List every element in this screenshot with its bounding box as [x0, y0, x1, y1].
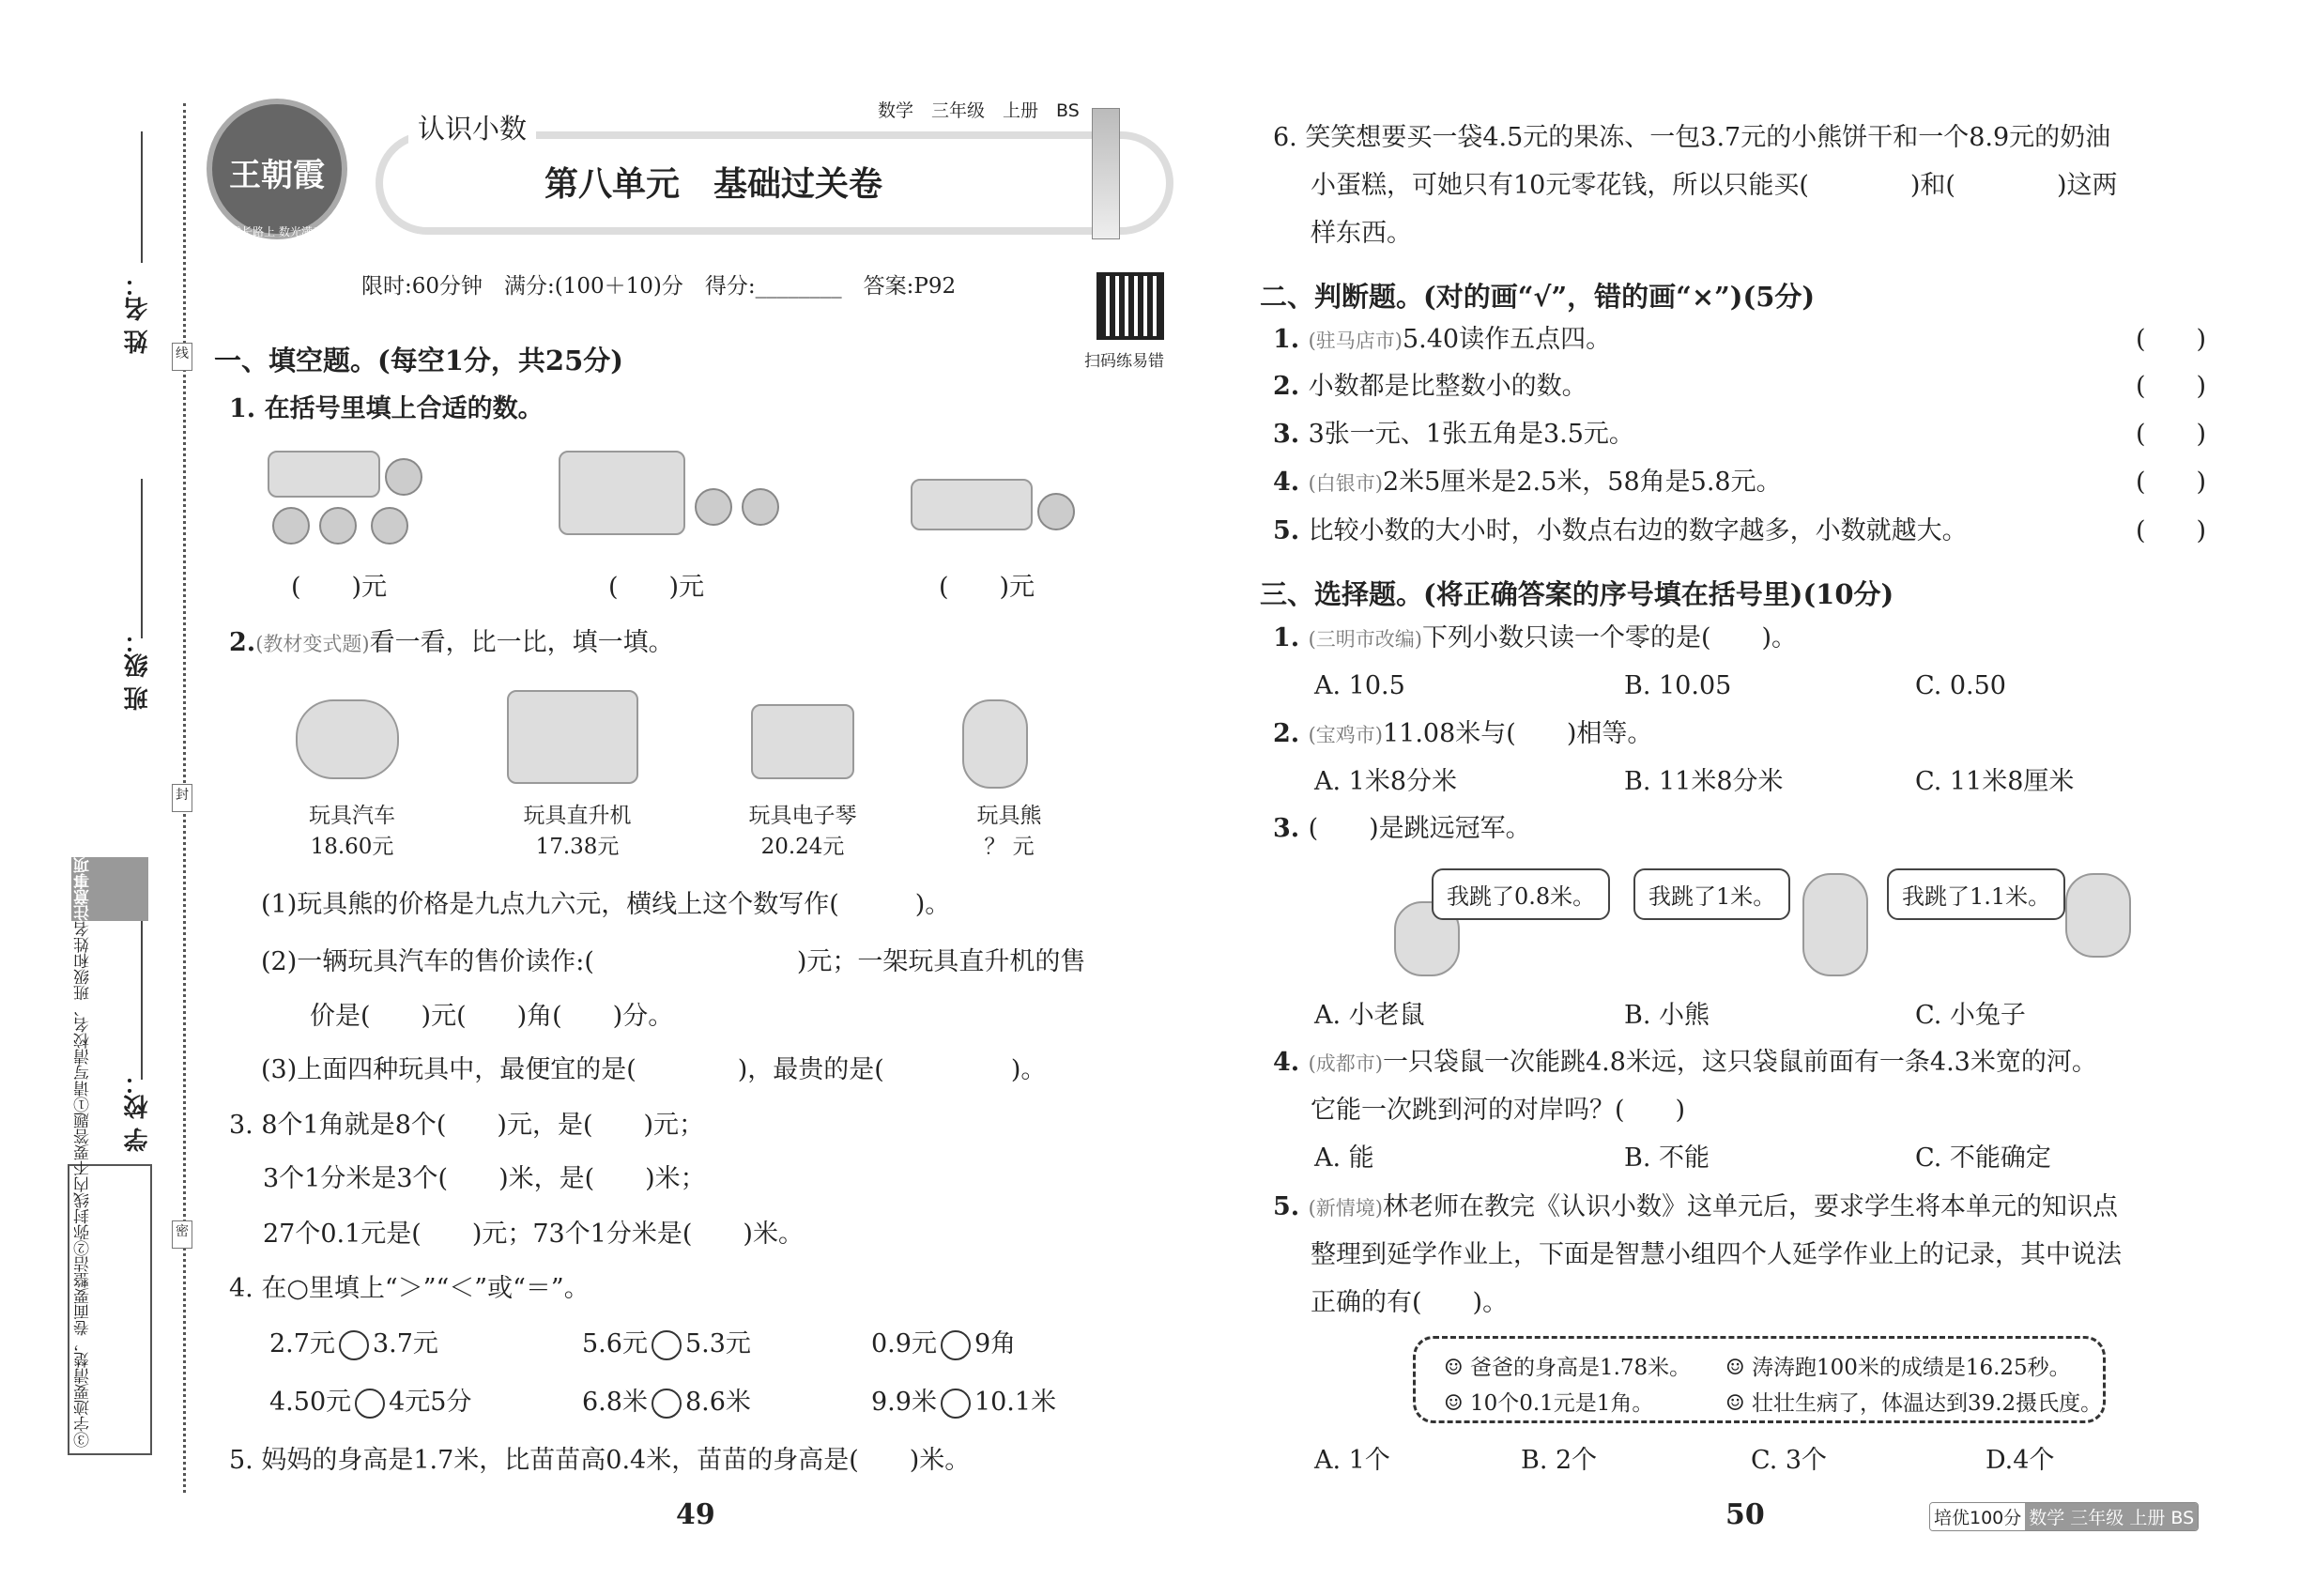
judge-item: [1273, 371, 1587, 404]
choice-5-line2: 整理到延学作业上，下面是智慧小组四个人延学作业上的记录，其中说法: [1311, 1240, 2122, 1269]
judge-answer-blank[interactable]: ( ): [2136, 468, 2207, 497]
choice-option[interactable]: A. 小老鼠: [1314, 1001, 1425, 1030]
coin-icon: [319, 507, 357, 545]
question-1: 1. 在括号里填上合适的数。: [229, 394, 544, 423]
notes-box: [1413, 1336, 2106, 1423]
coin-icon: [385, 458, 422, 496]
q-num: 2.: [229, 628, 256, 657]
money-image-1: [268, 451, 380, 498]
name-label: 姓 名：: [124, 272, 152, 355]
q-text: 小数都是比整数小的数。: [1308, 372, 1587, 401]
choice-option[interactable]: C. 不能确定: [1915, 1143, 2051, 1173]
logo-name: 王朝霞: [229, 157, 325, 194]
compare-item: 5.6元 5.3元: [582, 1329, 751, 1358]
note-item: ☺ 壮壮生病了，体温达到39.2摄氏度。: [1725, 1391, 2103, 1416]
class-label: 班 级：: [124, 629, 152, 712]
choice-option[interactable]: C. 3个: [1751, 1446, 1828, 1475]
qr-code: [1096, 272, 1164, 340]
choice-5-line3: 正确的有( )。: [1311, 1288, 1509, 1317]
choice-option[interactable]: B. 2个: [1521, 1446, 1598, 1475]
choice-option[interactable]: B. 不能: [1624, 1143, 1710, 1173]
q-num: 2.: [1273, 372, 1309, 401]
toy-helicopter-image: [507, 690, 638, 784]
toy-price: 20.24元: [760, 835, 845, 859]
q-text: 比较小数的大小时，小数点右边的数字越多，小数就越大。: [1308, 516, 1968, 545]
compare-item: 9.9米 10.1米: [871, 1388, 1057, 1417]
q-num: 5.: [1273, 516, 1309, 545]
compare-item: 2.7元 3.7元: [269, 1329, 438, 1358]
notice-item: ③字迹要清楚，卷面要整洁: [74, 1256, 93, 1448]
section-fill-blank: 一、填空题。(每空1分，共25分): [214, 345, 623, 376]
question-6a: 6. 笑笑想要买一袋4.5元的果冻、一包3.7元的小熊饼干和一个8.9元的奶油: [1273, 123, 2111, 152]
choice-4: 4. (成都市)一只袋鼠一次能跳4.8米远，这只袋鼠前面有一条4.3米宽的河。: [1273, 1048, 2097, 1077]
topic-label: 认识小数: [408, 108, 536, 146]
toy-name: 玩具直升机: [523, 804, 632, 828]
toy-car-image: [296, 699, 399, 779]
question-2-1: (1)玩具熊的价格是九点九六元，横线上这个数写作( )。: [261, 890, 951, 919]
answer-blank[interactable]: ( )元: [608, 573, 705, 602]
book-meta: 数学 三年级 上册 BS: [878, 100, 1080, 121]
bear-image: [1802, 873, 1868, 976]
question-3c: 27个0.1元是( )元；73个1分米是( )米。: [263, 1220, 804, 1249]
coin-icon: [742, 488, 779, 526]
speech-bubble: 我跳了1米。: [1633, 868, 1790, 920]
judge-item: [1273, 515, 1968, 548]
qr-caption: 扫码练易错: [1084, 352, 1164, 371]
q-num: 4.: [1273, 468, 1309, 497]
judge-item: [1273, 419, 1634, 452]
judge-answer-blank[interactable]: ( ): [2136, 420, 2207, 449]
choice-4-line2: 它能一次跳到河的对岸吗？( ): [1311, 1096, 1686, 1125]
coin-icon: [1037, 493, 1075, 530]
section-choice: 三、选择题。(将正确答案的序号填在括号里)(10分): [1260, 578, 1894, 610]
page-number: 49: [676, 1498, 715, 1531]
judge-answer-blank[interactable]: ( ): [2136, 372, 2207, 401]
note-item: ☺ 涛涛跑100米的成绩是16.25秒。: [1725, 1356, 2071, 1380]
toy-name: 玩具熊: [976, 804, 1042, 828]
footer-brand: 培优100分: [1930, 1503, 2025, 1530]
choice-option[interactable]: A. 10.5: [1314, 671, 1405, 700]
q-num: 3.: [1273, 420, 1309, 449]
coin-icon: [371, 507, 408, 545]
exam-info: 限时:60分钟 满分:(100＋10)分 得分:________ 答案:P92: [361, 274, 957, 299]
question-6c: 样东西。: [1311, 219, 1412, 248]
compare-item: 4.50元 4元5分: [269, 1388, 472, 1417]
question-3a: 3. 8个1角就是8个( )元，是( )元；: [229, 1111, 705, 1140]
logo-slogan: 成长路上 数光满天: [230, 225, 324, 238]
choice-option[interactable]: C. 11米8厘米: [1915, 767, 2075, 796]
seal-mark: 封: [172, 784, 192, 812]
q-text: 5.40读作五点四。: [1402, 325, 1612, 354]
judge-answer-blank[interactable]: ( ): [2136, 516, 2207, 545]
notice-item: ①请写清校名、班级和姓名: [74, 921, 93, 1113]
q-text: 3张一元、1张五角是3.5元。: [1308, 420, 1634, 449]
question-6b: 小蛋糕，可她只有10元零花钱，所以只能买( )和( )这两: [1311, 171, 2118, 200]
question-5: 5. 妈妈的身高是1.7米，比苗苗高0.4米，苗苗的身高是( )米。: [229, 1446, 971, 1475]
coin-icon: [695, 488, 732, 526]
choice-5: 5. (新情境)林老师在教完《认识小数》这单元后，要求学生将本单元的知识点: [1273, 1192, 2118, 1221]
choice-option[interactable]: B. 小熊: [1624, 1001, 1710, 1030]
toy-price: ？ 元: [984, 835, 1035, 859]
judge-item: [1273, 324, 1611, 357]
question-2-2: (2)一辆玩具汽车的售价读作:( )元；一架玩具直升机的售: [261, 947, 1086, 976]
seal-mark: 密: [172, 1220, 192, 1249]
toy-name: 玩具电子琴: [748, 804, 857, 828]
choice-option[interactable]: A. 1个: [1314, 1446, 1390, 1475]
source-tag: (教材变式题): [255, 633, 370, 655]
choice-option[interactable]: C. 0.50: [1915, 671, 2006, 700]
footer-meta: 数学 三年级 上册 BS: [2025, 1503, 2198, 1530]
compare-circle[interactable]: [652, 1389, 682, 1419]
question-4: 4. 在○里填上“＞”“＜”或“＝”。: [229, 1274, 590, 1303]
footer-badge: [1929, 1502, 2199, 1531]
toy-bear-image: [962, 699, 1028, 789]
choice-option[interactable]: B. 11米8分米: [1624, 767, 1784, 796]
brand-logo: [207, 99, 347, 239]
source-tag: (白银市): [1308, 472, 1383, 495]
money-image-3: [911, 479, 1033, 530]
note-item: ☺ 爸爸的身高是1.78米。: [1444, 1356, 1692, 1380]
choice-option[interactable]: B. 10.05: [1624, 671, 1732, 700]
choice-2: 2. (宝鸡市)11.08米与( )相等。: [1273, 719, 1653, 748]
compare-circle[interactable]: [355, 1389, 385, 1419]
note-item: ☺ 10个0.1元是1角。: [1444, 1391, 1654, 1416]
q-text: 2米5厘米是2.5米，58角是5.8元。: [1382, 468, 1782, 497]
toy-name: 玩具汽车: [309, 804, 395, 828]
speech-bubble: 我跳了0.8米。: [1432, 868, 1610, 920]
coin-icon: [272, 507, 310, 545]
compare-item: 0.9元 9角: [871, 1329, 1017, 1358]
toy-keyboard-image: [751, 704, 854, 779]
school-label: 学 校：: [124, 1070, 152, 1153]
choice-option[interactable]: A. 1米8分米: [1314, 767, 1458, 796]
name-underline: [141, 131, 143, 263]
toy-price: 18.60元: [310, 835, 394, 859]
answer-blank[interactable]: ( )元: [291, 573, 388, 602]
page-number: 50: [1725, 1498, 1765, 1531]
money-image-2: [559, 451, 685, 535]
choice-3: 3. ( )是跳远冠军。: [1273, 814, 1531, 843]
speech-bubble: 我跳了1.1米。: [1887, 868, 2065, 920]
q-num: 1.: [1273, 325, 1309, 354]
seal-mark: 线: [172, 343, 192, 371]
choice-option[interactable]: D.4个: [1986, 1446, 2055, 1475]
question-2: [229, 627, 674, 660]
compare-item: 6.8米 8.6米: [582, 1388, 751, 1417]
compare-circle[interactable]: [339, 1330, 369, 1360]
choice-1: 1. (三明市改编)下列小数只读一个零的是( )。: [1273, 623, 1798, 652]
toy-price: 17.38元: [535, 835, 620, 859]
compare-circle[interactable]: [941, 1330, 971, 1360]
rabbit-image: [2065, 873, 2131, 958]
compare-circle[interactable]: [652, 1330, 682, 1360]
toy-labels: [272, 798, 1098, 864]
notice-item: ②弥封线内不要答题: [74, 1113, 93, 1256]
lighthouse-icon: [1092, 108, 1120, 239]
choice-option[interactable]: C. 小兔子: [1915, 1001, 2026, 1030]
q-text: 看一看，比一比，填一填。: [369, 628, 674, 657]
section-judge: 二、判断题。(对的画“√”，错的画“×”)(5分): [1260, 281, 1816, 313]
compare-circle[interactable]: [941, 1389, 971, 1419]
source-tag: (驻马店市): [1308, 330, 1403, 352]
question-2-2b: 价是( )元( )角( )分。: [310, 1002, 674, 1031]
class-underline: [141, 479, 143, 638]
question-3b: 3个1分米是3个( )米，是( )米；: [263, 1164, 706, 1193]
paper-title: 第八单元 基础过关卷: [544, 165, 883, 204]
question-2-3: (3)上面四种玩具中，最便宜的是( )，最贵的是( )。: [261, 1055, 1047, 1084]
judge-item: [1273, 467, 1782, 499]
choice-option[interactable]: A. 能: [1314, 1143, 1374, 1173]
judge-answer-blank[interactable]: ( ): [2136, 325, 2207, 354]
notice-title: 注意事项: [71, 857, 148, 921]
answer-blank[interactable]: ( )元: [939, 573, 1035, 602]
